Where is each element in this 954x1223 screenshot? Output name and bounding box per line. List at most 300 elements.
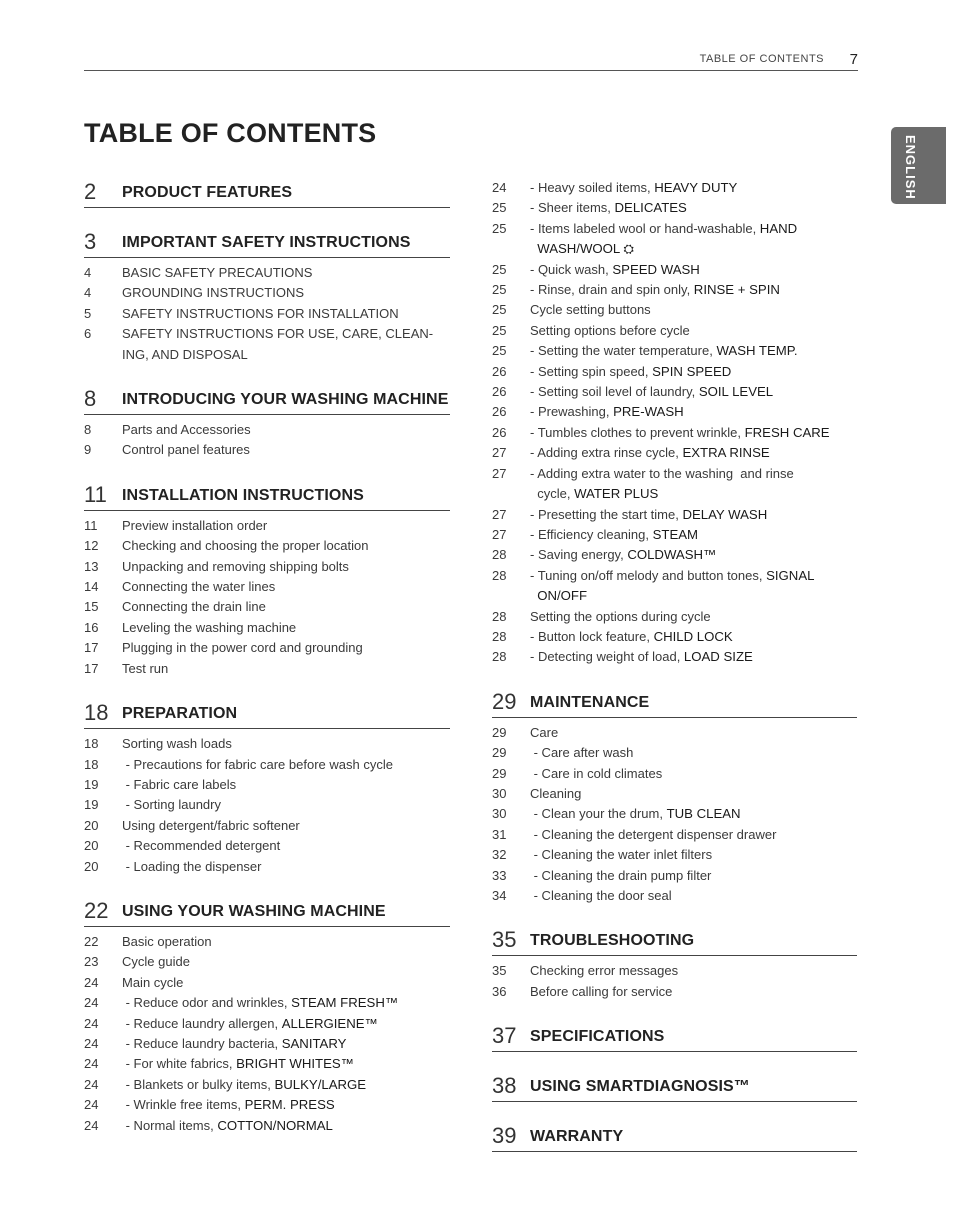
entry-text: - Detecting weight of load, xyxy=(530,649,684,665)
entry-page-number: 23 xyxy=(84,954,99,970)
toc-entry[interactable] xyxy=(84,816,450,836)
entry-page-number: 4 xyxy=(84,285,92,301)
entry-text-wrap xyxy=(122,795,450,815)
entry-text-wrap xyxy=(122,557,450,577)
entry-cycle-name: STEAM FRESH™ xyxy=(291,995,399,1011)
entry-cycle-name: COLDWASH™ xyxy=(627,547,717,563)
page-title: TABLE OF CONTENTS xyxy=(84,118,377,148)
entry-text: - Wrinkle free items, xyxy=(122,1097,245,1113)
entry-page-number: 20 xyxy=(84,817,99,833)
entry-text-wrap xyxy=(122,324,450,344)
entry-text-wrap xyxy=(530,586,857,606)
toc-entry[interactable] xyxy=(492,627,857,647)
toc-entry[interactable] xyxy=(84,536,450,556)
entry-text-wrap xyxy=(530,239,857,259)
entry-page-number: 33 xyxy=(492,867,507,883)
entry-cycle-name: HAND xyxy=(759,220,798,236)
toc-section xyxy=(84,385,450,461)
toc-section xyxy=(84,228,450,365)
entry-text-wrap xyxy=(122,536,450,556)
section-entries xyxy=(492,723,857,907)
entry-text-wrap xyxy=(530,382,857,402)
toc-section xyxy=(84,178,450,208)
entry-text-wrap xyxy=(530,845,857,865)
entry-cycle-name: FRESH CARE xyxy=(744,424,830,440)
entry-cycle-name: ON/OFF xyxy=(537,588,588,604)
entry-text-wrap xyxy=(122,1034,450,1054)
entry-text-wrap xyxy=(530,280,857,300)
section-entries xyxy=(492,961,857,1002)
toc-entry[interactable] xyxy=(492,886,857,906)
entry-text: - Sorting laundry xyxy=(122,797,221,813)
language-tab-label: ENGLISH xyxy=(903,135,918,200)
toc-entry[interactable] xyxy=(492,743,857,763)
toc-entry[interactable] xyxy=(492,402,857,422)
entry-page-number: 16 xyxy=(84,619,99,635)
entry-cycle-name: CHILD LOCK xyxy=(653,628,733,644)
entry-page-number: 8 xyxy=(84,422,92,438)
toc-entry[interactable] xyxy=(84,775,450,795)
section-title: USING SMARTDIAGNOSIS™ xyxy=(530,1078,750,1096)
entry-text-wrap xyxy=(530,866,857,886)
entry-text: - Items labeled wool or hand-washable, xyxy=(530,220,760,236)
toc-entry[interactable] xyxy=(84,345,450,365)
entry-cycle-name: PERM. PRESS xyxy=(244,1097,335,1113)
entry-text: Control panel features xyxy=(122,442,250,458)
toc-entry[interactable] xyxy=(84,516,450,536)
entry-text-wrap xyxy=(122,618,450,638)
entry-text: - Setting the water temperature, xyxy=(530,343,717,359)
toc-entry[interactable] xyxy=(492,961,857,981)
toc-entry[interactable] xyxy=(492,321,857,341)
entry-text-wrap xyxy=(122,836,450,856)
section-title: INTRODUCING YOUR WASHING MACHINE xyxy=(122,391,449,409)
entry-text: - Reduce laundry bacteria, xyxy=(122,1035,282,1051)
entry-text: - Blankets or bulky items, xyxy=(122,1076,275,1092)
entry-text-wrap xyxy=(530,219,857,239)
entry-page-number: 25 xyxy=(492,261,507,277)
entry-page-number: 12 xyxy=(84,538,99,554)
section-heading[interactable] xyxy=(492,1022,857,1052)
section-title: PREPARATION xyxy=(122,705,238,723)
entry-page-number xyxy=(492,484,530,504)
entry-page-number: 25 xyxy=(492,220,507,236)
toc-entry[interactable] xyxy=(84,795,450,815)
toc-section xyxy=(492,1072,857,1102)
entry-page-number: 26 xyxy=(492,363,507,379)
toc-section xyxy=(492,1122,857,1152)
entry-text-wrap xyxy=(530,545,857,565)
section-page-number: 18 xyxy=(84,700,109,726)
entry-cycle-name: WASH TEMP. xyxy=(716,343,798,359)
toc-entry[interactable] xyxy=(492,607,857,627)
entry-cycle-name: BRIGHT WHITES™ xyxy=(236,1056,354,1072)
toc-entry[interactable] xyxy=(84,659,450,679)
entry-page-number: 17 xyxy=(84,640,99,656)
entry-text: ING, AND DISPOSAL xyxy=(122,346,248,362)
toc-entry[interactable] xyxy=(492,566,857,586)
entry-text: Checking and choosing the proper location xyxy=(122,538,369,554)
section-entries xyxy=(84,420,450,461)
entry-text: - Setting spin speed, xyxy=(530,363,653,379)
entry-page-number: 9 xyxy=(84,442,92,458)
toc-entry[interactable] xyxy=(84,1034,450,1054)
entry-text: Basic operation xyxy=(122,933,212,949)
section-page-number: 2 xyxy=(84,179,97,204)
entry-cycle-name: ALLERGIENE™ xyxy=(281,1015,378,1031)
entry-page-number: 32 xyxy=(492,847,507,863)
toc-entry[interactable] xyxy=(84,1054,450,1074)
toc-section xyxy=(492,926,857,1002)
entry-text-wrap xyxy=(530,423,857,443)
entry-page-number: 24 xyxy=(84,1056,99,1072)
section-heading[interactable] xyxy=(492,688,857,718)
entry-page-number: 25 xyxy=(492,343,507,359)
section-heading[interactable] xyxy=(84,385,450,415)
entry-cycle-name: DELAY WASH xyxy=(682,506,768,522)
toc-entry[interactable] xyxy=(84,420,450,440)
toc-entry[interactable] xyxy=(492,505,857,525)
entry-page-number: 24 xyxy=(84,1035,99,1051)
entry-page-number: 27 xyxy=(492,465,507,481)
entry-page-number: 25 xyxy=(492,322,507,338)
toc-entry[interactable] xyxy=(492,423,857,443)
entry-text-wrap xyxy=(530,525,857,545)
toc-entry[interactable] xyxy=(84,577,450,597)
entry-cycle-name: HEAVY DUTY xyxy=(654,180,738,195)
toc-entry[interactable] xyxy=(492,239,857,259)
entry-text-wrap xyxy=(530,627,857,647)
toc-entry[interactable] xyxy=(84,857,450,877)
toc-entry[interactable] xyxy=(492,545,857,565)
entry-text-wrap xyxy=(122,816,450,836)
toc-entry[interactable] xyxy=(84,734,450,754)
toc-entry[interactable] xyxy=(84,1095,450,1115)
section-entries xyxy=(84,734,450,877)
entry-text: BASIC SAFETY PRECAUTIONS xyxy=(122,265,313,280)
entry-text: - Cleaning the detergent dispenser drawer xyxy=(530,826,777,842)
entry-page-number: 19 xyxy=(84,797,99,813)
entry-page-number: 27 xyxy=(492,445,507,461)
section-title: TROUBLESHOOTING xyxy=(530,932,695,950)
entry-page-number: 36 xyxy=(492,983,507,999)
entry-text: - Precautions for fabric care before wash cycle xyxy=(122,756,393,772)
entry-text-wrap xyxy=(530,341,857,361)
section-page-number: 3 xyxy=(84,229,97,254)
toc-entry[interactable] xyxy=(492,382,857,402)
toc-entry[interactable] xyxy=(84,440,450,460)
entry-text-wrap xyxy=(122,597,450,617)
section-heading[interactable] xyxy=(84,178,450,208)
entry-text-wrap xyxy=(122,1116,450,1136)
entry-text-wrap xyxy=(122,993,450,1013)
section-entries xyxy=(84,263,450,365)
toc-entry[interactable] xyxy=(84,932,450,952)
section-title: PRODUCT FEATURES xyxy=(122,184,293,201)
toc-entry[interactable] xyxy=(492,198,857,218)
entry-text-wrap xyxy=(122,932,450,952)
toc-entry[interactable] xyxy=(492,804,857,824)
entry-page-number: 28 xyxy=(492,567,507,583)
toc-entry[interactable] xyxy=(84,618,450,638)
toc-entry[interactable] xyxy=(492,464,857,484)
toc-entry[interactable] xyxy=(492,484,857,504)
section-heading[interactable] xyxy=(84,481,450,511)
entry-page-number: 28 xyxy=(492,628,507,644)
toc-entry[interactable] xyxy=(84,993,450,1013)
section-heading[interactable] xyxy=(492,1072,857,1102)
section-title: INSTALLATION INSTRUCTIONS xyxy=(122,486,364,504)
entry-text: - Cleaning the drain pump filter xyxy=(530,867,712,883)
entry-page-number: 28 xyxy=(492,547,507,563)
section-title: MAINTENANCE xyxy=(530,693,650,711)
entry-page-number: 24 xyxy=(84,1076,99,1092)
entry-text: Cycle guide xyxy=(122,954,190,970)
toc-entry[interactable] xyxy=(84,1116,450,1136)
entry-text-wrap xyxy=(530,198,857,218)
entry-text: - Tuning on/off melody and button tones, xyxy=(530,567,767,583)
entry-text-wrap xyxy=(530,300,857,320)
entry-text-wrap xyxy=(530,260,857,280)
entry-text-wrap xyxy=(530,321,857,341)
entry-text: SAFETY INSTRUCTIONS FOR INSTALLATION xyxy=(122,305,399,321)
toc-entry[interactable] xyxy=(492,280,857,300)
entry-text-wrap xyxy=(530,443,857,463)
toc-entry[interactable] xyxy=(492,443,857,463)
entry-page-number xyxy=(492,239,530,259)
entry-text: Preview installation order xyxy=(122,517,268,533)
toc-entry[interactable] xyxy=(84,952,450,972)
toc-entry[interactable] xyxy=(492,300,857,320)
entry-text: - Reduce laundry allergen, xyxy=(122,1015,282,1031)
entry-text: - Normal items, xyxy=(122,1117,218,1133)
running-head-label: TABLE OF CONTENTS xyxy=(699,53,824,65)
entry-page-number: 27 xyxy=(492,526,507,542)
section-title: WARRANTY xyxy=(530,1128,624,1146)
toc-entry[interactable] xyxy=(492,723,857,743)
section-page-number: 11 xyxy=(84,481,107,507)
entry-cycle-name: LOAD SIZE xyxy=(683,649,753,665)
entry-text: - Care after wash xyxy=(530,745,634,761)
section-page-number: 35 xyxy=(492,927,517,953)
entry-text-wrap xyxy=(530,886,857,906)
entry-text: Care xyxy=(530,724,559,740)
section-page-number: 8 xyxy=(84,386,97,412)
language-tab xyxy=(891,127,946,204)
entry-cycle-name: SPEED WASH xyxy=(612,261,700,277)
toc-entry[interactable] xyxy=(84,304,450,324)
toc-entry[interactable] xyxy=(492,362,857,382)
entry-text: - Sheer items, xyxy=(530,200,615,216)
entry-text: SAFETY INSTRUCTIONS FOR USE, CARE, CLEAN- xyxy=(122,326,434,342)
toc-entry[interactable] xyxy=(84,755,450,775)
toc-entry[interactable] xyxy=(84,557,450,577)
page-number: 7 xyxy=(849,51,858,68)
entry-cycle-name: TUB CLEAN xyxy=(666,806,741,822)
section-entries xyxy=(84,516,450,679)
entry-text: - Recommended detergent xyxy=(122,838,281,854)
entry-cycle-name: SIGNAL xyxy=(766,567,815,583)
entry-page-number: 11 xyxy=(84,517,98,533)
section-page-number: 22 xyxy=(84,897,109,923)
toc-entry[interactable] xyxy=(492,219,857,239)
section-page-number: 37 xyxy=(492,1023,517,1049)
entry-page-number: 25 xyxy=(492,302,507,318)
toc-entry[interactable] xyxy=(84,836,450,856)
entry-text-wrap xyxy=(122,755,450,775)
entry-text: Unpacking and removing shipping bolts xyxy=(122,558,349,574)
entry-page-number: 20 xyxy=(84,858,99,874)
entry-text-wrap xyxy=(122,638,450,658)
toc-entry[interactable] xyxy=(84,283,450,303)
toc-entry[interactable] xyxy=(84,597,450,617)
entry-text: - Loading the dispenser xyxy=(122,858,262,874)
section-heading[interactable] xyxy=(84,699,450,729)
entry-page-number: 13 xyxy=(84,558,99,574)
running-head xyxy=(84,50,858,71)
entry-text: Before calling for service xyxy=(530,983,673,999)
entry-text-wrap xyxy=(530,178,857,198)
entry-page-number: 34 xyxy=(492,888,507,903)
entry-page-number: 5 xyxy=(84,305,92,321)
entry-text: - Prewashing, xyxy=(530,404,614,420)
section-heading[interactable] xyxy=(84,897,450,927)
entry-text: Connecting the drain line xyxy=(122,599,266,615)
entry-text-wrap xyxy=(530,764,857,784)
entry-text: - Tumbles clothes to prevent wrinkle, xyxy=(530,424,745,440)
toc-entry[interactable] xyxy=(492,764,857,784)
entry-page-number: 25 xyxy=(492,200,507,216)
toc-section xyxy=(492,1022,857,1052)
entry-cycle-name: SPIN SPEED xyxy=(652,363,732,379)
entry-page-number xyxy=(492,586,530,606)
section-heading[interactable] xyxy=(84,228,450,258)
entry-text: - Care in cold climates xyxy=(530,765,663,781)
toc-entry[interactable] xyxy=(492,341,857,361)
entry-text-wrap xyxy=(530,566,857,586)
section-title: IMPORTANT SAFETY INSTRUCTIONS xyxy=(122,234,411,251)
entry-text: - Heavy soiled items, xyxy=(530,180,655,195)
toc-entry[interactable] xyxy=(84,1075,450,1095)
entry-cycle-name: WASH/WOOL ⛭ xyxy=(537,241,634,257)
entry-text-wrap xyxy=(122,304,450,324)
entry-text-wrap xyxy=(122,857,450,877)
entry-text-wrap xyxy=(530,402,857,422)
entry-text: - Adding extra rinse cycle, xyxy=(530,445,683,461)
toc-left-column xyxy=(84,178,450,1156)
toc-entry[interactable] xyxy=(84,324,450,344)
toc-entry[interactable] xyxy=(492,525,857,545)
entry-cycle-name: WATER PLUS xyxy=(574,486,659,502)
section-page-number: 29 xyxy=(492,688,517,714)
entry-text-wrap xyxy=(122,1095,450,1115)
entry-page-number: 28 xyxy=(492,608,507,624)
entry-page-number: 28 xyxy=(492,649,507,665)
entry-text: - Rinse, drain and spin only, xyxy=(530,282,694,298)
toc-section xyxy=(84,897,450,1136)
section-title: USING YOUR WASHING MACHINE xyxy=(122,902,386,920)
entry-cycle-name: PRE-WASH xyxy=(613,404,684,420)
section-title: SPECIFICATIONS xyxy=(530,1028,665,1046)
toc-entry[interactable] xyxy=(492,178,857,198)
toc-entry[interactable] xyxy=(84,638,450,658)
entry-text: - Cleaning the door seal xyxy=(530,888,672,903)
entry-text-wrap xyxy=(122,420,450,440)
entry-page-number: 35 xyxy=(492,963,507,979)
entry-page-number: 24 xyxy=(492,180,507,195)
entry-page-number: 15 xyxy=(84,599,99,615)
entry-text-wrap xyxy=(122,283,450,303)
entry-cycle-name: BULKY/LARGE xyxy=(274,1076,367,1092)
entry-page-number: 24 xyxy=(84,1097,99,1113)
section-heading[interactable] xyxy=(492,926,857,956)
entry-cycle-name: SANITARY xyxy=(281,1035,347,1051)
entry-text-wrap xyxy=(122,775,450,795)
toc-section xyxy=(84,699,450,877)
entry-text-wrap xyxy=(530,982,857,1002)
entry-page-number: 24 xyxy=(84,1015,99,1031)
toc-entry[interactable] xyxy=(492,586,857,606)
entry-text: - Adding extra water to the washing and rinse xyxy=(530,465,794,481)
entry-text: - Efficiency cleaning, xyxy=(530,526,653,542)
entry-text-wrap xyxy=(122,734,450,754)
entry-text: Cycle setting buttons xyxy=(530,302,651,318)
entry-text-wrap xyxy=(530,743,857,763)
entry-cycle-name: RINSE + SPIN xyxy=(693,282,780,298)
toc-entry[interactable] xyxy=(492,866,857,886)
entry-cycle-name: DELICATES xyxy=(614,200,687,216)
entry-text: - For white fabrics, xyxy=(122,1056,237,1072)
toc-entry[interactable] xyxy=(492,845,857,865)
toc-entry[interactable] xyxy=(492,260,857,280)
entry-page-number: 22 xyxy=(84,933,99,949)
toc-entry[interactable] xyxy=(492,647,857,667)
entry-text-wrap xyxy=(122,1014,450,1034)
entry-page-number: 25 xyxy=(492,282,507,298)
section-heading[interactable] xyxy=(492,1122,857,1152)
entry-cycle-name: EXTRA RINSE xyxy=(682,445,770,461)
entry-text: - Fabric care labels xyxy=(122,776,237,792)
entry-text-wrap xyxy=(122,345,450,365)
toc-entry[interactable] xyxy=(84,263,450,283)
entry-page-number: 24 xyxy=(84,974,99,990)
toc-entry[interactable] xyxy=(492,784,857,804)
entry-text-wrap xyxy=(122,1054,450,1074)
entry-page-number: 29 xyxy=(492,765,507,781)
entry-text: Plugging in the power cord and grounding xyxy=(122,640,363,656)
toc-entry[interactable] xyxy=(84,1014,450,1034)
toc-entry[interactable] xyxy=(84,973,450,993)
entry-page-number: 26 xyxy=(492,404,507,420)
entry-page-number: 26 xyxy=(492,424,507,440)
toc-entry[interactable] xyxy=(492,982,857,1002)
entry-text: Connecting the water lines xyxy=(122,579,276,595)
entry-text-wrap xyxy=(122,263,450,283)
entry-text-wrap xyxy=(530,804,857,824)
entry-page-number: 29 xyxy=(492,745,507,761)
entry-text: Cleaning xyxy=(530,785,582,801)
entry-page-number: 29 xyxy=(492,724,507,740)
entry-text: - Cleaning the water inlet filters xyxy=(530,847,713,863)
entry-text: - Button lock feature, xyxy=(530,628,654,644)
entry-text-wrap xyxy=(530,723,857,743)
toc-entry[interactable] xyxy=(492,825,857,845)
entry-page-number: 18 xyxy=(84,756,99,772)
entry-text: Setting the options during cycle xyxy=(530,608,711,624)
entry-text: Sorting wash loads xyxy=(122,736,232,752)
entry-text-wrap xyxy=(122,659,450,679)
entry-text-wrap xyxy=(530,362,857,382)
